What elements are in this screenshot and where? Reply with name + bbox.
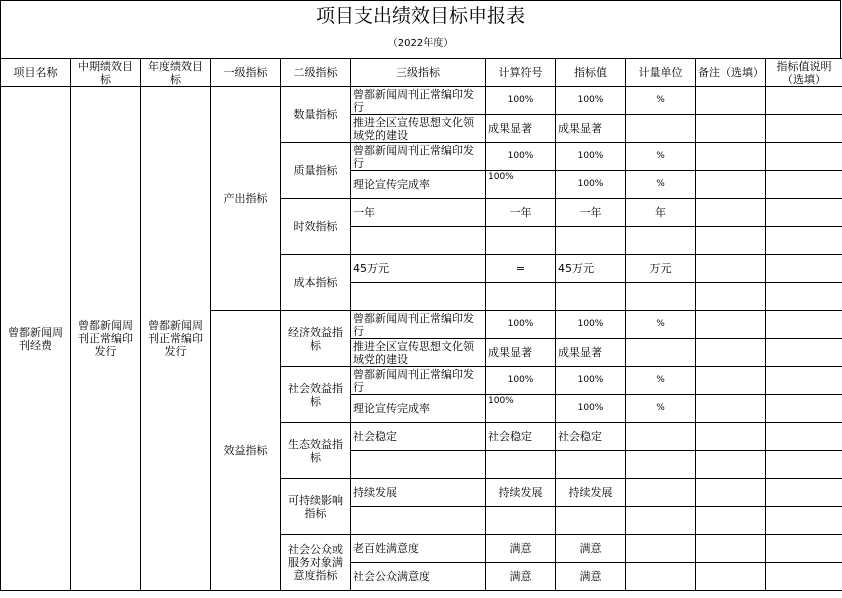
remark-cell xyxy=(696,563,766,591)
unit-cell: % xyxy=(626,87,696,115)
index-value-cell: 满意 xyxy=(556,535,626,563)
calc-symbol-cell xyxy=(486,507,556,535)
calc-symbol-cell: 100% xyxy=(486,367,556,395)
unit-cell xyxy=(626,535,696,563)
calc-symbol-cell xyxy=(486,283,556,311)
explain-cell xyxy=(766,171,842,199)
index-value-cell: 100% xyxy=(556,87,626,115)
explain-cell xyxy=(766,283,842,311)
unit-cell xyxy=(626,451,696,479)
remark-cell xyxy=(696,423,766,451)
remark-cell xyxy=(696,395,766,423)
calc-symbol-cell: 100% xyxy=(486,311,556,339)
explain-cell xyxy=(766,535,842,563)
level2-quantity-cell: 数量指标 xyxy=(281,87,351,143)
table-row xyxy=(1,87,842,115)
calc-symbol-cell: 成果显著 xyxy=(486,115,556,143)
level2-sustainable-cell: 可持续影响指标 xyxy=(281,479,351,535)
level3-cell: 推进全区宣传思想文化领域党的建设 xyxy=(351,339,486,367)
unit-cell: 万元 xyxy=(626,255,696,283)
explain-cell xyxy=(766,339,842,367)
explain-cell xyxy=(766,507,842,535)
index-value-cell: 100% xyxy=(556,171,626,199)
unit-cell: % xyxy=(626,395,696,423)
level3-cell: 社会稳定 xyxy=(351,423,486,451)
level3-cell: 老百姓满意度 xyxy=(351,535,486,563)
level3-cell: 理论宣传完成率 xyxy=(351,395,486,423)
level3-cell: 一年 xyxy=(351,199,486,227)
remark-cell xyxy=(696,311,766,339)
calc-symbol-cell: 持续发展 xyxy=(486,479,556,507)
header-unit: 计量单位 xyxy=(626,59,696,87)
index-value-cell: 满意 xyxy=(556,563,626,591)
header-calc-symbol: 计算符号 xyxy=(486,59,556,87)
explain-cell xyxy=(766,479,842,507)
calc-symbol-cell: 社会稳定 xyxy=(486,423,556,451)
unit-cell xyxy=(626,563,696,591)
unit-cell xyxy=(626,283,696,311)
report-title: 项目支出绩效目标申报表 xyxy=(0,0,841,30)
unit-cell xyxy=(626,507,696,535)
calc-symbol-cell: 满意 xyxy=(486,535,556,563)
header-level2: 二级指标 xyxy=(281,59,351,87)
index-value-cell xyxy=(556,507,626,535)
index-value-cell: 成果显著 xyxy=(556,339,626,367)
mid-goal-cell: 曾都新闻周刊正常编印发行 xyxy=(71,87,141,591)
remark-cell xyxy=(696,115,766,143)
remark-cell xyxy=(696,339,766,367)
level3-cell: 社会公众满意度 xyxy=(351,563,486,591)
level1-benefit-cell: 效益指标 xyxy=(211,311,281,591)
header-level3: 三级指标 xyxy=(351,59,486,87)
remark-cell xyxy=(696,535,766,563)
level3-cell xyxy=(351,283,486,311)
index-value-cell: 100% xyxy=(556,143,626,171)
remark-cell xyxy=(696,507,766,535)
calc-symbol-cell: 满意 xyxy=(486,563,556,591)
explain-cell xyxy=(766,87,842,115)
index-value-cell: 一年 xyxy=(556,199,626,227)
remark-cell xyxy=(696,87,766,115)
remark-cell xyxy=(696,143,766,171)
level2-quality-cell: 质量指标 xyxy=(281,143,351,199)
header-level1: 一级指标 xyxy=(211,59,281,87)
unit-cell xyxy=(626,115,696,143)
explain-cell xyxy=(766,395,842,423)
remark-cell xyxy=(696,451,766,479)
index-value-cell: 社会稳定 xyxy=(556,423,626,451)
index-value-cell xyxy=(556,227,626,255)
unit-cell xyxy=(626,227,696,255)
explain-cell xyxy=(766,115,842,143)
level2-ecological-cell: 生态效益指标 xyxy=(281,423,351,479)
calc-symbol-cell: 100% xyxy=(486,395,556,423)
calc-symbol-cell: 一年 xyxy=(486,199,556,227)
remark-cell xyxy=(696,479,766,507)
index-value-cell: 成果显著 xyxy=(556,115,626,143)
header-mid-goal: 中期绩效目标 xyxy=(71,59,141,87)
project-name-cell: 曾都新闻周刊经费 xyxy=(1,87,71,591)
level3-cell: 45万元 xyxy=(351,255,486,283)
unit-cell: % xyxy=(626,311,696,339)
explain-cell xyxy=(766,311,842,339)
level3-cell: 推进全区宣传思想文化领域党的建设 xyxy=(351,115,486,143)
index-value-cell: 45万元 xyxy=(556,255,626,283)
index-value-cell: 持续发展 xyxy=(556,479,626,507)
header-index-value: 指标值 xyxy=(556,59,626,87)
calc-symbol-cell xyxy=(486,451,556,479)
header-project-name: 项目名称 xyxy=(1,59,71,87)
level2-economic-cell: 经济效益指标 xyxy=(281,311,351,367)
index-value-cell: 100% xyxy=(556,311,626,339)
level3-cell: 曾都新闻周刊正常编印发行 xyxy=(351,87,486,115)
unit-cell: 年 xyxy=(626,199,696,227)
explain-cell xyxy=(766,423,842,451)
level3-cell: 曾都新闻周刊正常编印发行 xyxy=(351,367,486,395)
level2-social-cell: 社会效益指标 xyxy=(281,367,351,423)
header-remark: 备注（选填） xyxy=(696,59,766,87)
level3-cell: 持续发展 xyxy=(351,479,486,507)
unit-cell: % xyxy=(626,367,696,395)
explain-cell xyxy=(766,255,842,283)
level3-cell: 曾都新闻周刊正常编印发行 xyxy=(351,311,486,339)
remark-cell xyxy=(696,171,766,199)
calc-symbol-cell: = xyxy=(486,255,556,283)
level3-cell: 曾都新闻周刊正常编印发行 xyxy=(351,143,486,171)
annual-goal-cell: 曾都新闻周刊正常编印发行 xyxy=(141,87,211,591)
remark-cell xyxy=(696,367,766,395)
explain-cell xyxy=(766,451,842,479)
level2-timeliness-cell: 时效指标 xyxy=(281,199,351,255)
explain-cell xyxy=(766,367,842,395)
level3-cell: 理论宣传完成率 xyxy=(351,171,486,199)
index-value-cell xyxy=(556,451,626,479)
remark-cell xyxy=(696,199,766,227)
calc-symbol-cell: 100% xyxy=(486,143,556,171)
remark-cell xyxy=(696,283,766,311)
explain-cell xyxy=(766,199,842,227)
header-annual-goal: 年度绩效目标 xyxy=(141,59,211,87)
level2-satisfaction-cell: 社会公众或服务对象满意度指标 xyxy=(281,535,351,591)
index-value-cell: 100% xyxy=(556,395,626,423)
unit-cell: % xyxy=(626,143,696,171)
remark-cell xyxy=(696,255,766,283)
calc-symbol-cell xyxy=(486,227,556,255)
level3-cell xyxy=(351,451,486,479)
explain-cell xyxy=(766,563,842,591)
remark-cell xyxy=(696,227,766,255)
performance-table xyxy=(0,58,842,591)
report-year: （2022年度） xyxy=(0,30,841,58)
index-value-cell xyxy=(556,283,626,311)
unit-cell xyxy=(626,423,696,451)
index-value-cell: 100% xyxy=(556,367,626,395)
level1-output-cell: 产出指标 xyxy=(211,87,281,311)
unit-cell xyxy=(626,479,696,507)
header-explain: 指标值说明（选填） xyxy=(766,59,842,87)
calc-symbol-cell: 100% xyxy=(486,171,556,199)
header-row xyxy=(1,59,842,87)
explain-cell xyxy=(766,143,842,171)
level3-cell xyxy=(351,507,486,535)
calc-symbol-cell: 100% xyxy=(486,87,556,115)
level3-cell xyxy=(351,227,486,255)
unit-cell: % xyxy=(626,171,696,199)
calc-symbol-cell: 成果显著 xyxy=(486,339,556,367)
unit-cell xyxy=(626,339,696,367)
level2-cost-cell: 成本指标 xyxy=(281,255,351,311)
explain-cell xyxy=(766,227,842,255)
